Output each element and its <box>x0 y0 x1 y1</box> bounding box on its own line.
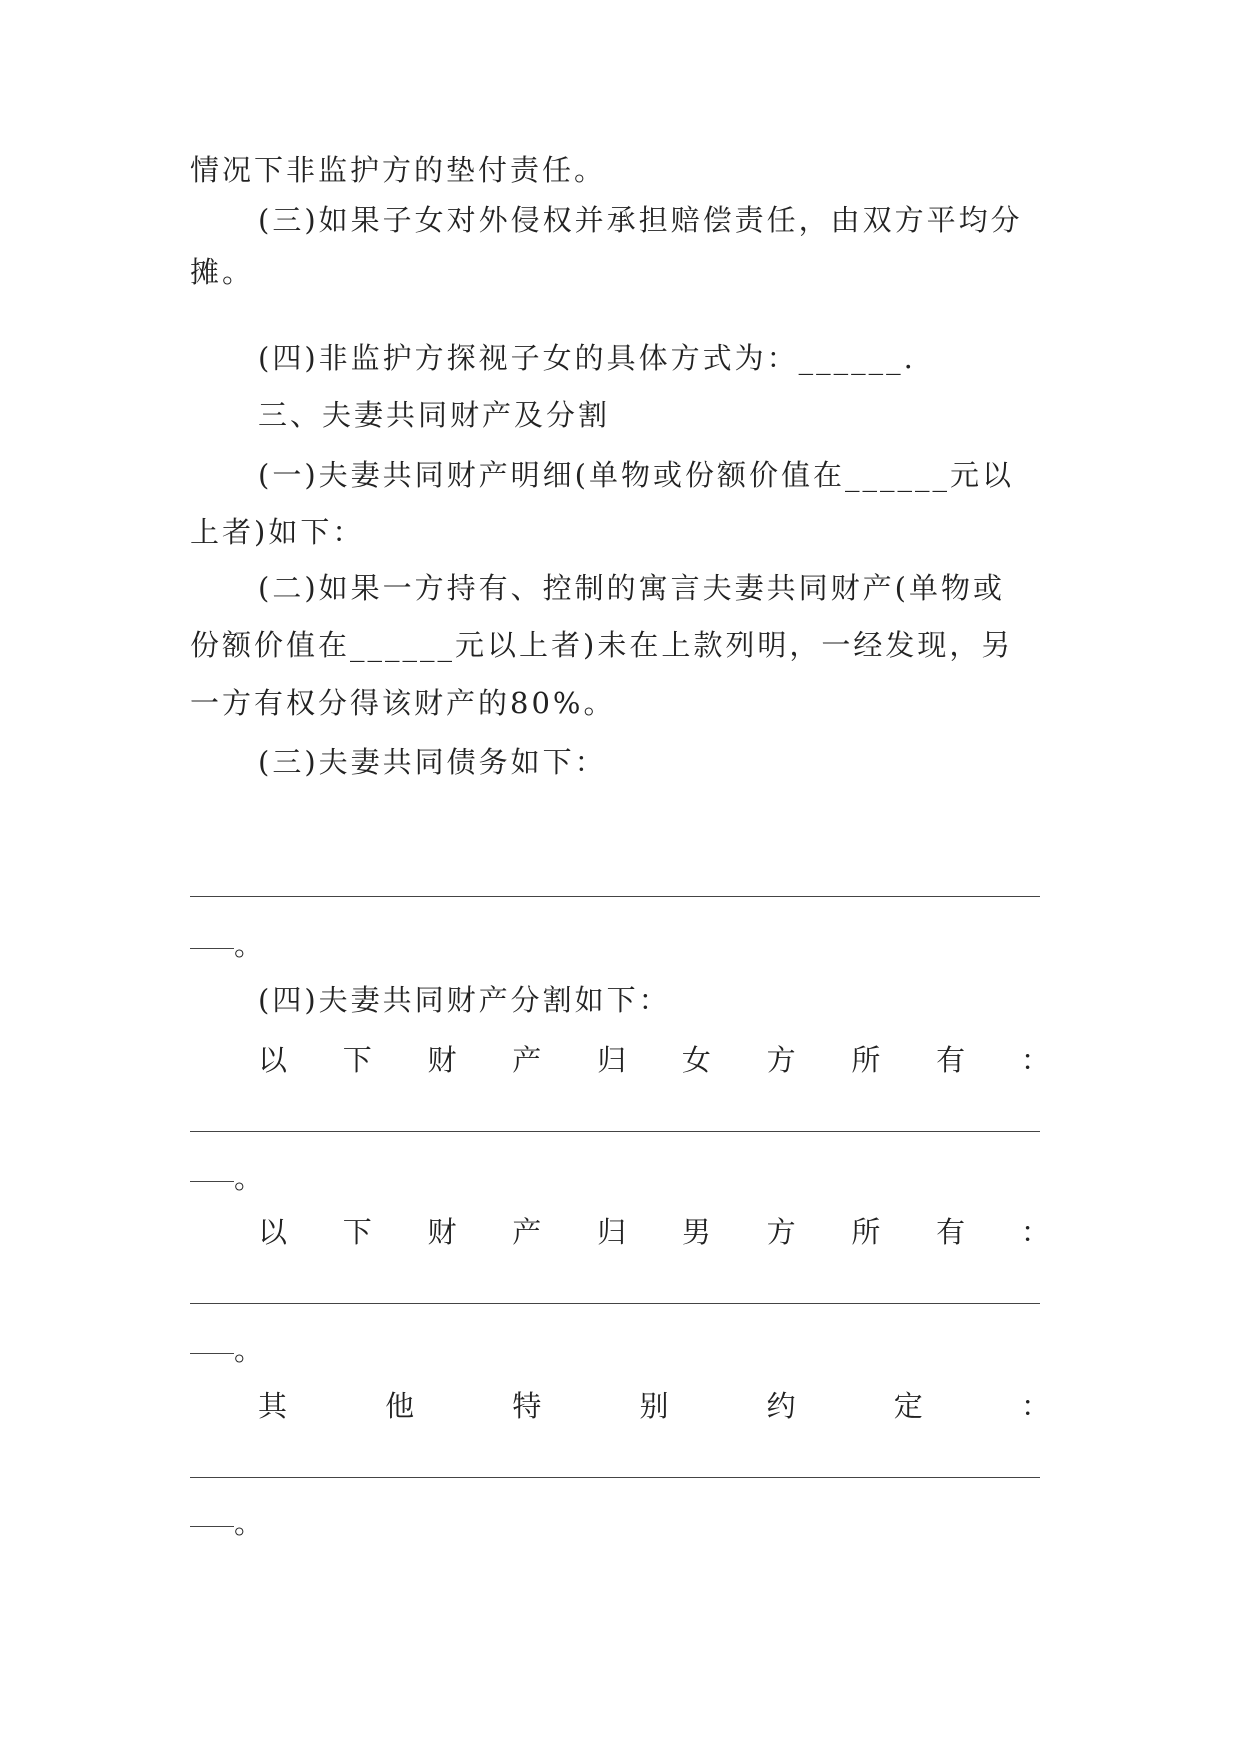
paragraph-line: (二)如果一方持有、控制的寓言夫妻共同财产(单物或 <box>258 571 1005 605</box>
label-char: 男 <box>681 1215 711 1249</box>
section-heading: 三、夫妻共同财产及分割 <box>258 398 611 432</box>
label-char: 财 <box>427 1215 457 1249</box>
label-char: 归 <box>597 1215 627 1249</box>
label-char: 方 <box>766 1215 796 1249</box>
debt-blank-line <box>190 865 1040 905</box>
male-blank-end <box>190 1330 263 1370</box>
label-char: 以 <box>258 1043 288 1077</box>
label-char: 归 <box>597 1043 627 1077</box>
other-blank-line <box>190 1446 1040 1486</box>
debt-blank-end <box>190 925 263 965</box>
paragraph-line: 摊。 <box>190 255 255 289</box>
paragraph-line: 一方有权分得该财产的80%。 <box>190 686 616 720</box>
label-char: 财 <box>427 1043 457 1077</box>
paragraph-line: 上者)如下： <box>190 515 365 549</box>
label-char: 约 <box>766 1389 796 1423</box>
label-char: 以 <box>258 1215 288 1249</box>
label-char: 别 <box>639 1389 669 1423</box>
paragraph-line: (四)夫妻共同财产分割如下： <box>258 983 671 1017</box>
label-char: 方 <box>766 1043 796 1077</box>
end-mark: 。 <box>234 1506 264 1540</box>
paragraph-line: (三)如果子女对外侵权并承担赔偿责任，由双方平均分 <box>258 203 1023 237</box>
label-char: 有 <box>936 1215 966 1249</box>
label-char: 特 <box>512 1389 542 1423</box>
label-char: 产 <box>512 1215 542 1249</box>
paragraph-line: (三)夫妻共同债务如下： <box>258 745 607 779</box>
other-blank-end <box>190 1503 263 1543</box>
male-property-label <box>258 1212 1050 1252</box>
label-char: 下 <box>342 1215 372 1249</box>
paragraph-line: (一)夫妻共同财产明细(单物或份额价值在______元以 <box>258 458 1014 492</box>
other-agreement-label <box>258 1386 1050 1426</box>
end-mark: 。 <box>234 928 264 962</box>
label-char: 他 <box>385 1389 415 1423</box>
label-char: 所 <box>851 1043 881 1077</box>
label-char: ： <box>1020 1043 1050 1077</box>
label-char: ： <box>1020 1215 1050 1249</box>
label-char: 所 <box>851 1215 881 1249</box>
paragraph-line: (四)非监护方探视子女的具体方式为：______. <box>258 341 916 375</box>
label-char: 产 <box>512 1043 542 1077</box>
female-property-label <box>258 1040 1050 1080</box>
label-char: 女 <box>681 1043 711 1077</box>
female-blank-end <box>190 1158 263 1198</box>
end-mark: 。 <box>234 1333 264 1367</box>
male-blank-line <box>190 1272 1040 1312</box>
female-blank-line <box>190 1100 1040 1140</box>
label-char: 其 <box>258 1389 288 1423</box>
label-char: 下 <box>342 1043 372 1077</box>
label-char: 有 <box>936 1043 966 1077</box>
paragraph-line: 情况下非监护方的垫付责任。 <box>190 153 607 187</box>
label-char: 定 <box>893 1389 923 1423</box>
paragraph-line: 份额价值在______元以上者)未在上款列明，一经发现，另 <box>190 628 1014 662</box>
end-mark: 。 <box>234 1161 264 1195</box>
label-char: ： <box>1020 1389 1050 1423</box>
